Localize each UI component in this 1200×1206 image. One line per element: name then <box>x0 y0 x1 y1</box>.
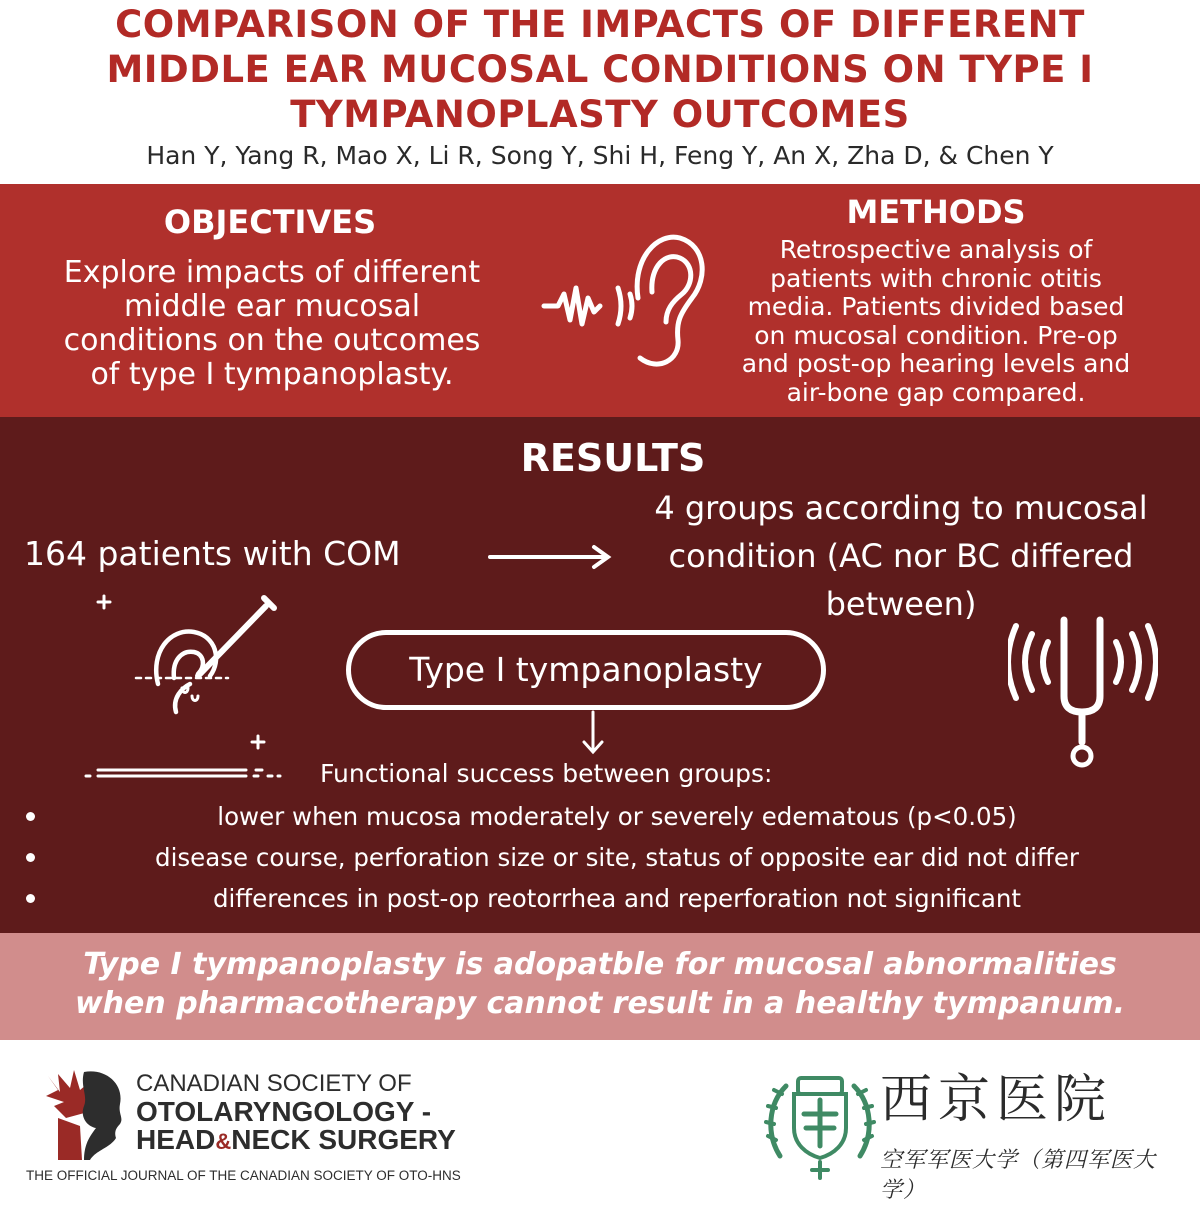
title-line: MIDDLE EAR MUCOSAL CONDITIONS ON TYPE I <box>106 48 1094 91</box>
society-name-line3 <box>136 1125 476 1157</box>
tuning-fork-icon <box>1008 596 1158 774</box>
conclusion-line: Type I tympanoplasty is adopatble for mucosal abnormalities <box>83 947 1117 982</box>
page-title <box>0 2 1200 137</box>
groups-line: 4 groups according to mucosal <box>654 489 1148 527</box>
hospital-subtitle: 空军军医大学（第四军医大学） <box>880 1148 1157 1203</box>
bullet-icon <box>26 812 35 821</box>
journal-tagline: THE OFFICIAL JOURNAL OF THE CANADIAN SOCIETY OF OTO-HNS <box>26 1168 461 1183</box>
ear-swab-icon <box>78 592 290 788</box>
objectives-line: middle ear mucosal <box>123 289 421 324</box>
bullet-text: differences in post-op reotorrhea and reperforation not significant <box>212 884 1022 913</box>
methods-line: Retrospective analysis of <box>779 235 1093 264</box>
hospital-name: 西京医院 <box>880 1070 1113 1130</box>
methods-text <box>700 236 1172 407</box>
objectives-line: conditions on the outcomes <box>63 323 481 358</box>
hospital-emblem-icon <box>764 1064 876 1182</box>
arrow-right-icon <box>488 542 614 572</box>
functional-heading: Functional success between groups: <box>320 759 773 788</box>
procedure-box: Type I tympanoplasty <box>346 630 826 710</box>
methods-line: on mucosal condition. Pre-op <box>754 320 1118 350</box>
methods-line: media. Patients divided based <box>747 292 1125 321</box>
methods-line: patients with chronic otitis <box>770 263 1102 293</box>
methods-heading: METHODS <box>846 193 1026 231</box>
title-line: TYMPANOPLASTY OUTCOMES <box>290 93 910 136</box>
methods-line: air-bone gap compared. <box>786 377 1086 407</box>
groups-line: between) <box>825 585 977 623</box>
cso-hns-logo-icon <box>40 1066 132 1162</box>
society-ampersand: & <box>215 1129 232 1154</box>
objectives-line: of type I tympanoplasty. <box>90 357 454 392</box>
list-item <box>0 796 1200 837</box>
results-bullet-list <box>0 796 1200 919</box>
results-heading: RESULTS <box>520 436 706 480</box>
society-name-line1: CANADIAN SOCIETY OF <box>136 1070 412 1097</box>
bullet-icon <box>26 894 35 903</box>
objectives-heading: OBJECTIVES <box>163 203 377 241</box>
list-item <box>0 837 1200 878</box>
authors: Han Y, Yang R, Mao X, Li R, Song Y, Shi H, Feng Y, An X, Zha D, & Chen Y <box>146 141 1054 170</box>
groups-line: condition (AC nor BC differed <box>668 537 1134 575</box>
title-line: COMPARISON OF THE IMPACTS OF DIFFERENT <box>115 3 1085 46</box>
society-name-line2: OTOLARYNGOLOGY - <box>136 1096 432 1127</box>
bullet-text: disease course, perforation size or site, status of opposite ear did not differ <box>155 843 1079 872</box>
list-item <box>0 878 1200 919</box>
methods-line: and post-op hearing levels and <box>741 349 1131 378</box>
society-neck-surgery: NECK SURGERY <box>231 1124 456 1155</box>
conclusion-line: when pharmacotherapy cannot result in a healthy tympanum. <box>74 986 1126 1021</box>
arrow-down-icon <box>578 710 608 756</box>
objectives-text <box>12 256 532 392</box>
society-head: HEAD <box>136 1124 216 1155</box>
patients-count: 164 patients with COM <box>24 534 401 573</box>
conclusion-text <box>0 945 1200 1023</box>
objectives-line: Explore impacts of different <box>63 255 481 290</box>
bullet-icon <box>26 853 35 862</box>
bullet-text: lower when mucosa moderately or severely edematous (p<0.05) <box>217 802 1017 831</box>
ear-soundwave-icon <box>540 228 710 378</box>
